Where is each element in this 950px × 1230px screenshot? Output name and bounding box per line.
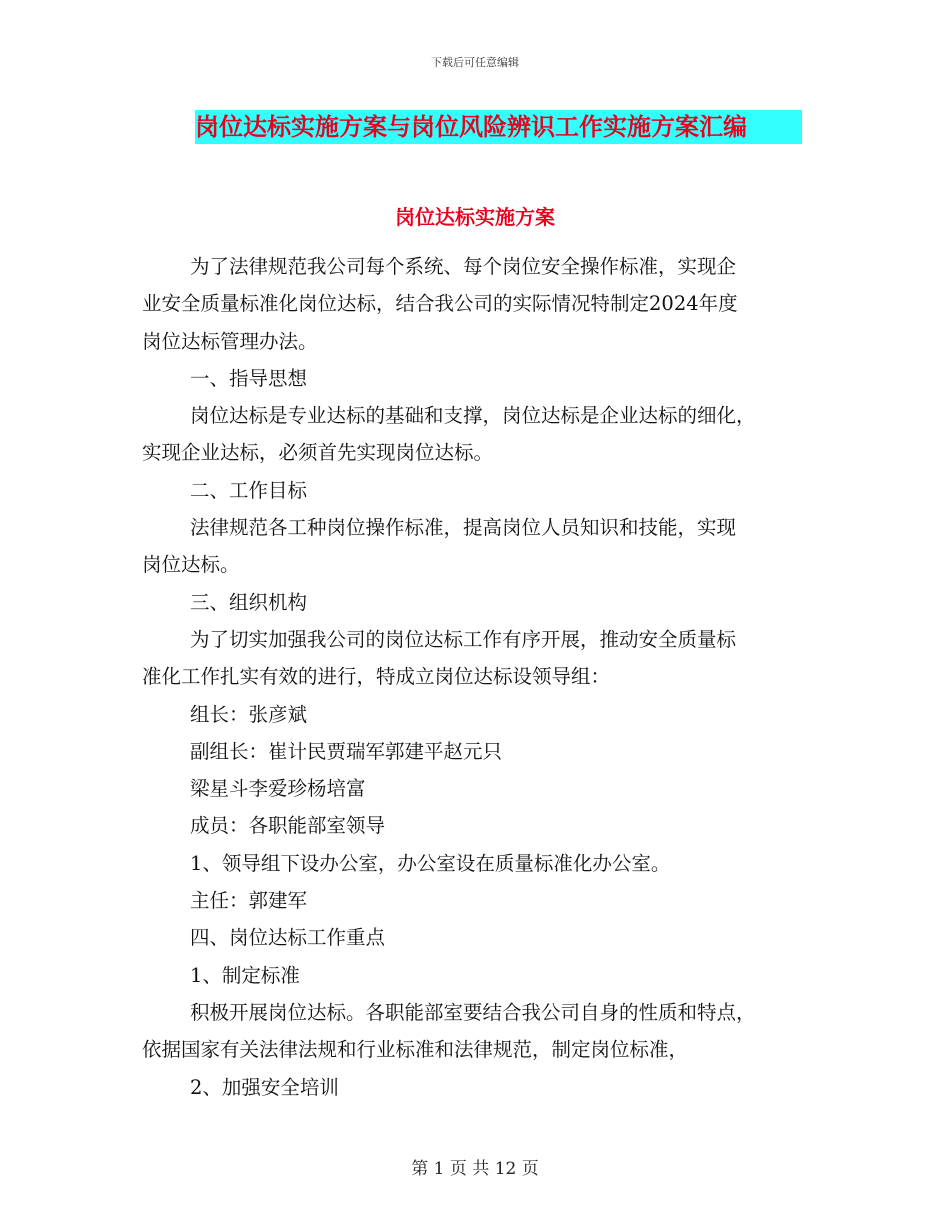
body-line: 1、领导组下设办公室，办公室设在质量标准化办公室。 <box>190 851 671 875</box>
section-title: 岗位达标实施方案 <box>395 205 555 229</box>
header-note: 下载后可任意编辑 <box>431 56 519 69</box>
body-line: 岗位达标。 <box>142 553 240 577</box>
body-text <box>142 248 810 1106</box>
body-line: 实现企业达标，必须首先实现岗位达标。 <box>142 441 494 465</box>
body-line: 副组长：崔计民贾瑞军郭建平赵元只 <box>190 739 503 763</box>
body-line: 为了切实加强我公司的岗位达标工作有序开展，推动安全质量标 <box>190 627 737 651</box>
body-line: 组长：张彦斌 <box>190 702 308 726</box>
body-line: 2、加强安全培训 <box>190 1075 339 1099</box>
body-line: 岗位达标管理办法。 <box>142 329 318 353</box>
document-main-title: 岗位达标实施方案与岗位风险辨识工作实施方案汇编 <box>195 110 802 144</box>
body-line: 一、指导思想 <box>190 366 308 390</box>
page-number-footer: 第 1 页 共 12 页 <box>411 1159 539 1179</box>
body-line: 三、组织机构 <box>190 590 308 614</box>
body-line: 四、岗位达标工作重点 <box>190 926 386 950</box>
body-line: 岗位达标是专业达标的基础和支撑，岗位达标是企业达标的细化， <box>190 404 756 428</box>
body-line: 业安全质量标准化岗位达标，结合我公司的实际情况特制定2024年度 <box>142 292 738 316</box>
body-line: 依据国家有关法律法规和行业标准和法律规范，制定岗位标准， <box>142 1038 689 1062</box>
body-line: 准化工作扎实有效的进行，特成立岗位达标设领导组： <box>142 665 611 689</box>
body-line: 成员：各职能部室领导 <box>190 814 386 838</box>
body-line: 二、工作目标 <box>190 478 308 502</box>
body-line: 为了法律规范我公司每个系统、每个岗位安全操作标准，实现企 <box>190 255 737 278</box>
body-line: 法律规范各工种岗位操作标准，提高岗位人员知识和技能，实现 <box>190 516 737 540</box>
body-line: 积极开展岗位达标。各职能部室要结合我公司自身的性质和特点， <box>190 1000 756 1024</box>
body-line: 梁星斗李爱珍杨培富 <box>190 777 366 801</box>
body-line: 主任：郭建军 <box>190 889 308 913</box>
body-line: 1、制定标准 <box>190 963 300 987</box>
